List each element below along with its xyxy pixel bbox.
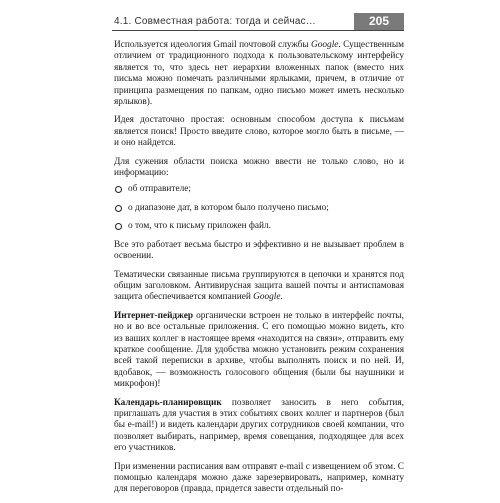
brand-google: Google (311, 40, 339, 50)
paragraph-threads (114, 270, 404, 304)
term-calendar-planner: Календарь-планировщик (114, 397, 222, 408)
list-item-text: о диапазоне дат, в котором было получено письмо; (128, 202, 329, 213)
text-run: органически встроен не только в интерфейс почты, но и во все остальные приложения. С его помощью можно видеть, кто из ваших коллег в настоящее время «находится на связи», отправить ему краткое сообщение. Для удобства можно установить режим сохранения всей такой переписки в архиве, чтобы выполнять поиск и по ней. И, вдобавок, — возможность голосового общения (были бы наушники и микрофон)! (114, 310, 404, 390)
text-run: позволяет заносить в него события, приглашать для участия в этих событиях своих коллег и партнеров (был бы e-mail!) и видеть календари других сотрудников своей компании, что позволяет выбирать, например, время совещания, подходящее для всех его участников. (114, 397, 404, 454)
page-number-badge: 205 (354, 13, 404, 30)
paragraph-internet-pager (114, 311, 404, 391)
paragraph-efficiency: Все это работает весьма быстро и эффективно и не вызывает проблем в освоении. (114, 239, 404, 262)
list-item (114, 221, 404, 232)
list-item (114, 184, 404, 195)
paragraph-search-idea: Идея достаточно простая: основным способом доступа к письмам является поиск! Просто введите слово, которое могло быть в письме, — и оно найдется. (114, 115, 404, 149)
term-internet-pager: Интернет-пейджер (114, 310, 194, 321)
list-item-text: об отправителе; (128, 184, 191, 195)
text-run: Используется идеология Gmail почтовой службы (114, 40, 312, 50)
brand-google: Google (253, 292, 281, 303)
text-run: Тематически связанные письма группируются в цепочки и хранятся под общим заголовком. Антивирусная защита вашей почты и антиспамовая защита обеспечивается компанией (114, 269, 404, 303)
search-criteria-list (114, 184, 404, 232)
paragraph-schedule-change: При изменении расписания вам отправят e-mail с извещением об этом. С помощью календаря можно даже зарезервировать, например, комнату для переговоров (правда, придется завести отдельный по- (114, 461, 404, 495)
bullet-circle-icon (115, 205, 122, 212)
paragraph-gmail-ideology (114, 40, 404, 108)
bullet-circle-icon (115, 223, 122, 230)
paragraph-narrow-search: Для сужения области поиска можно ввести не только слово, но и информацию: (114, 156, 404, 179)
page-body (114, 40, 404, 503)
list-item (114, 203, 404, 214)
bullet-circle-icon (115, 186, 122, 193)
text-run: . (280, 292, 283, 303)
list-item-text: о том, что к письму приложен файл. (128, 221, 271, 232)
text-run: . Существенным отличием от традиционного подхода к пользовательскому интерфейсу является то, что здесь нет иерархии вложенных папок (вместо них письма можно помечать различными ярлыками, причем, в отличие от принципа размещения по папкам, одно письмо может иметь несколько ярлыков). (114, 40, 404, 108)
chapter-section-title: 4.1. Совместная работа: тогда и сейчас… (114, 16, 316, 27)
paragraph-calendar (114, 398, 404, 455)
